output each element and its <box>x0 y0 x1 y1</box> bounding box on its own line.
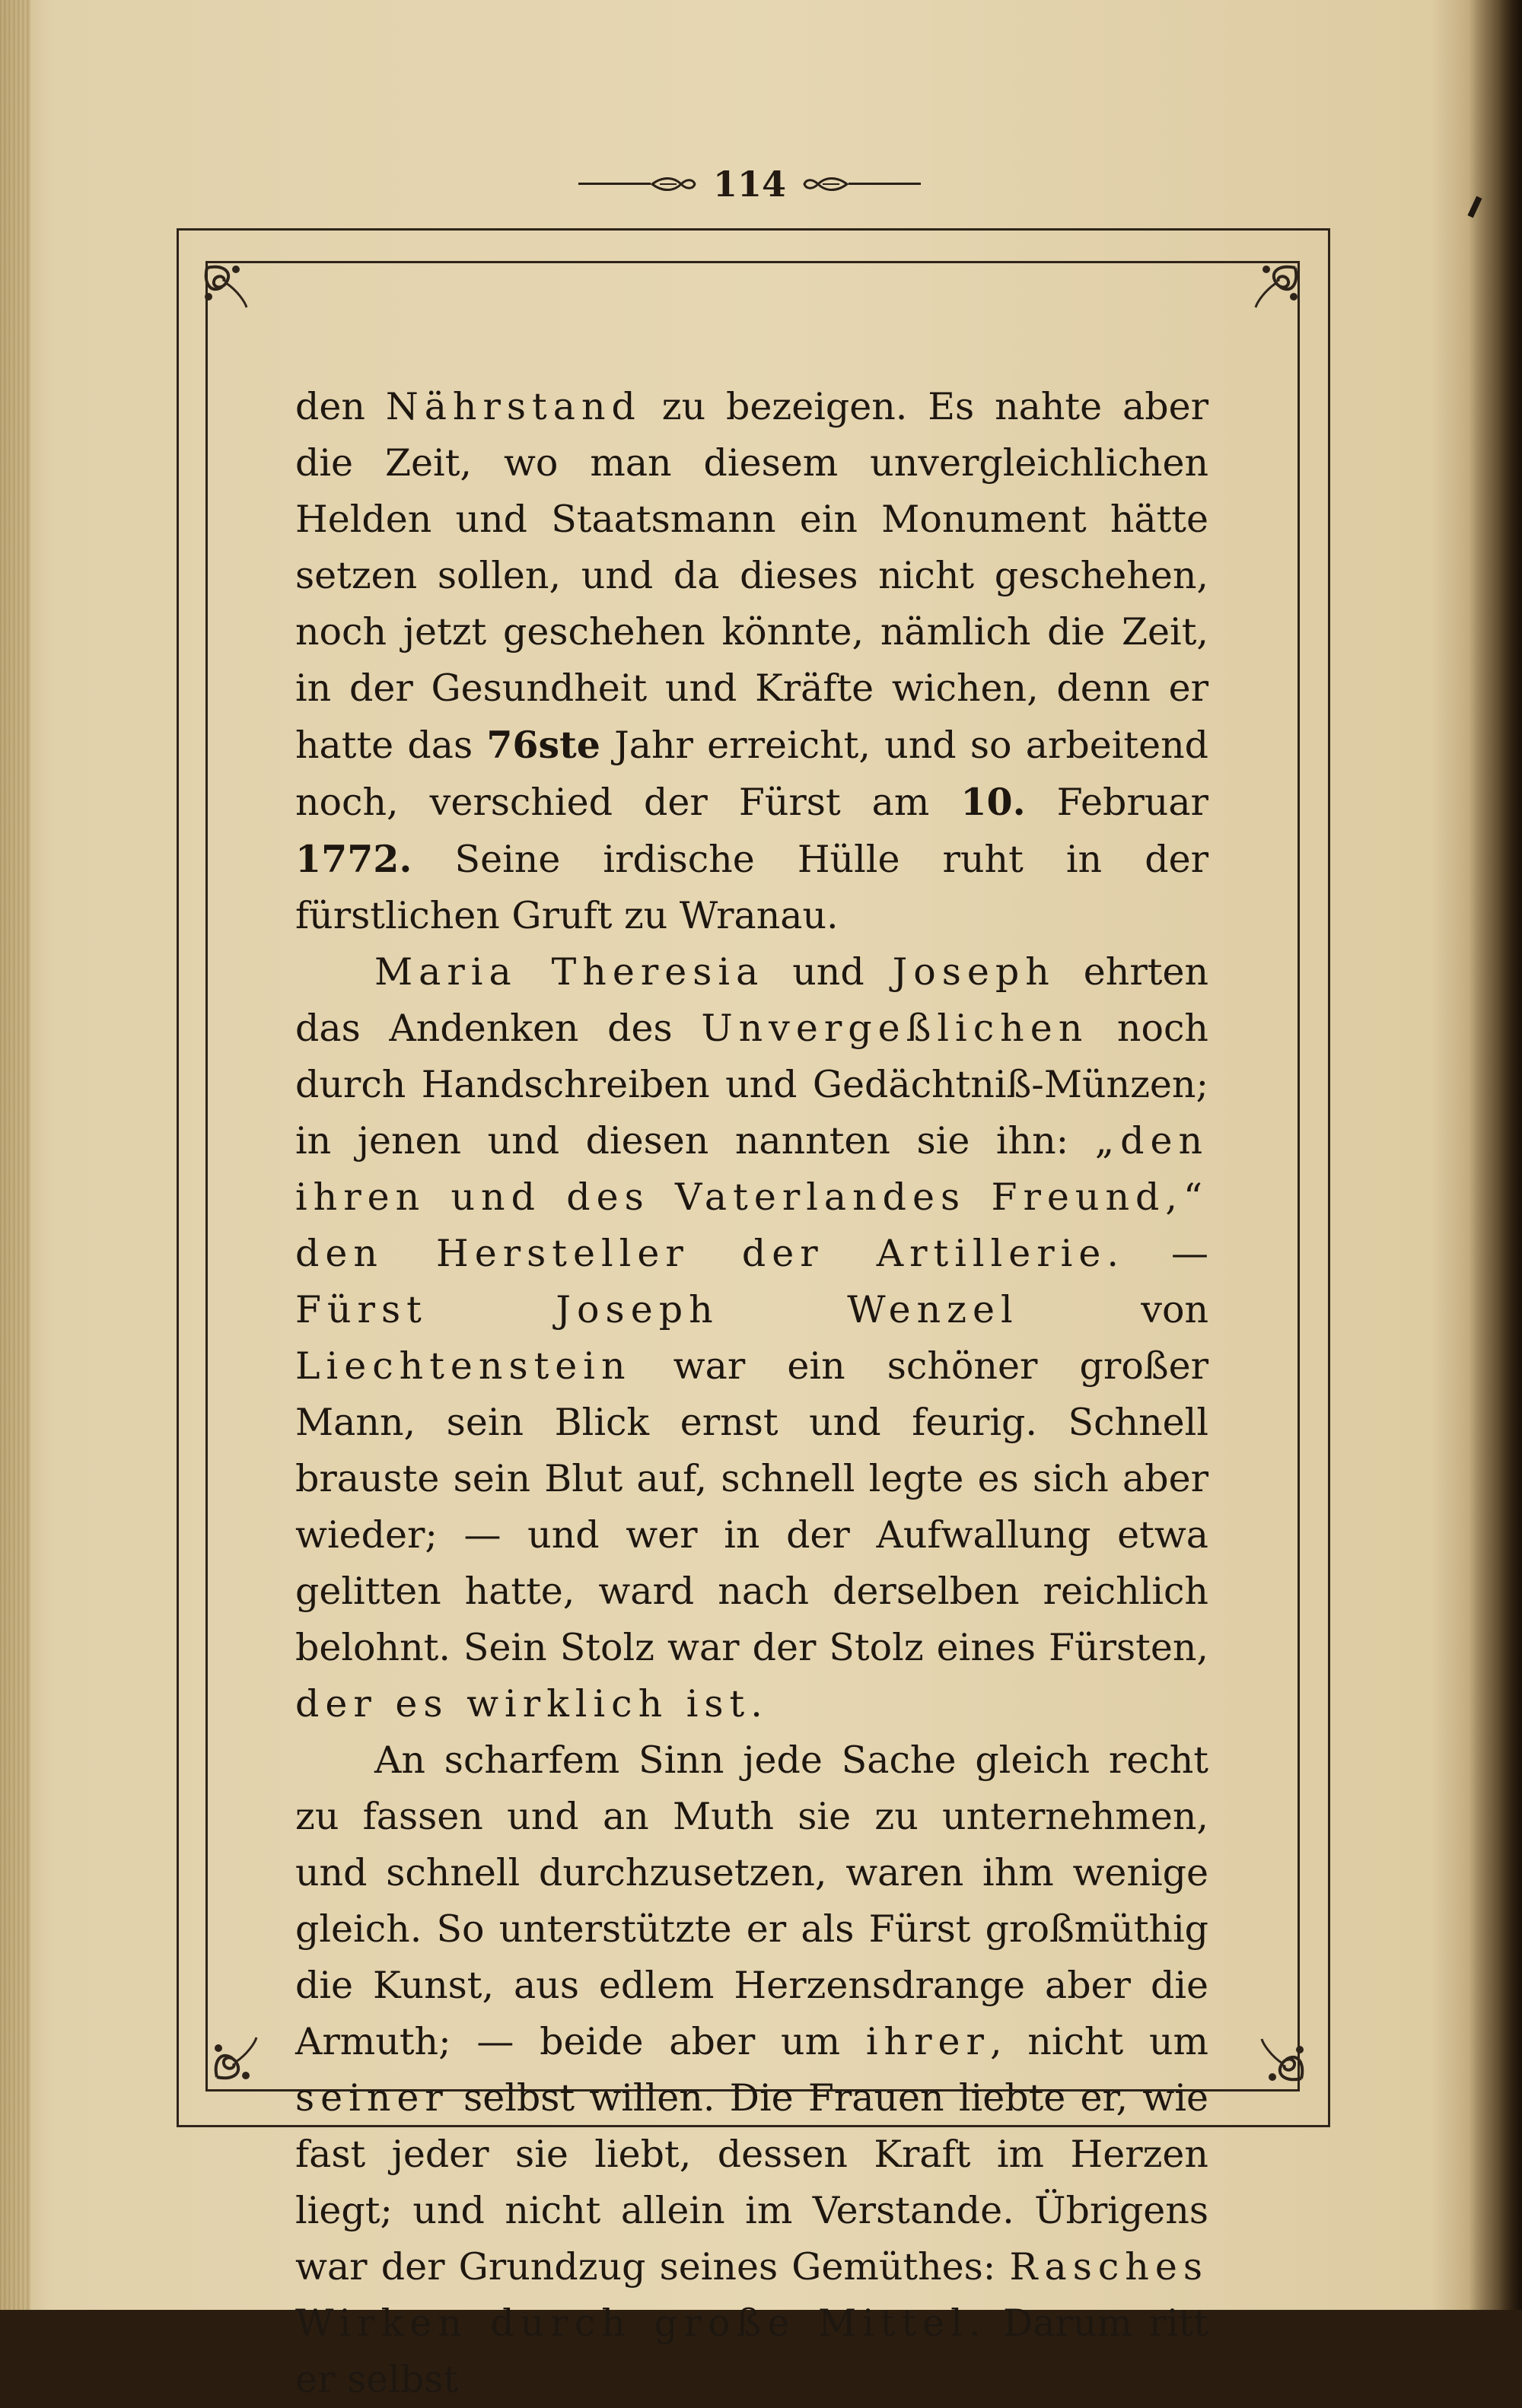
page-number: 114 <box>712 164 787 205</box>
text-segment: war ein schöner großer Mann, sein Blick ernst und feurig. Schnell brauste sein Blut auf, schnell legte es sich aber wieder; — und wer in der Aufwallung etwa gelitten hatte, ward nach derselben reichlich belohnt. Sein Stolz war der Stolz eines Fürsten, <box>295 1344 1208 1669</box>
corner-ornament-bottom-left-icon <box>209 2031 263 2085</box>
text-segment: Februar <box>1025 781 1208 824</box>
text-segment: 1772. <box>295 837 412 881</box>
text-segment: Maria Theresia <box>374 950 765 994</box>
text-segment: 10. <box>960 780 1026 824</box>
text-segment: den <box>295 385 386 428</box>
text-segment: Fürst Joseph Wenzel <box>295 1288 1019 1331</box>
paragraph <box>295 379 1208 944</box>
header-rule-right <box>849 183 921 185</box>
header-ornament-left-icon <box>651 173 696 195</box>
corner-ornament-top-right-icon <box>1250 260 1303 313</box>
text-segment: ihrer <box>865 2020 990 2063</box>
text-segment: noch durch Handschreiben und Gedächtniß-Münzen; in jenen und diesen nannten sie ihn: <box>295 1007 1208 1163</box>
text-segment: Jahr erreicht, und so arbeitend noch, verschied der Fürst am <box>295 724 1209 824</box>
page-stack-edge <box>0 0 30 2310</box>
text-segment: „den ihren und des Vaterlandes Freund,“ den Hersteller der Artillerie. <box>295 1119 1208 1275</box>
text-segment: von <box>1018 1288 1208 1331</box>
page-header <box>578 161 921 207</box>
text-segment: Unvergeßlichen <box>701 1007 1089 1050</box>
text-segment: Joseph <box>892 950 1056 994</box>
text-segment: und <box>764 950 893 994</box>
paragraph <box>295 1732 1208 2408</box>
text-segment: Liechtenstein <box>295 1344 632 1388</box>
text-segment: seiner <box>295 2076 449 2120</box>
text-segment: Darum ritt er selbst <box>295 2301 1208 2401</box>
text-segment: Seine irdische Hülle ruht in der fürstlichen Gruft zu Wranau. <box>295 838 1208 937</box>
text-segment: ehrten das Andenken des <box>295 950 1209 1050</box>
margin-mark <box>1467 196 1482 218</box>
text-segment: Rasches Wirken durch große Mittel. <box>295 2245 1208 2345</box>
text-segment: zu bezeigen. Es nahte aber die Zeit, wo man diesem unvergleichlichen Helden und Staatsmann ein Monument hätte setzen sollen, und da dieses nicht geschehen, noch jetzt geschehen könnte, nämlich die Zeit, in der Gesundheit und Kräfte wichen, denn er hatte das <box>295 385 1208 767</box>
text-segment: der es wirklich ist. <box>295 1682 769 1726</box>
header-rule-left <box>578 183 651 185</box>
corner-ornament-top-left-icon <box>199 260 253 313</box>
text-segment: , nicht um <box>989 2020 1208 2063</box>
text-segment: selbst willen. Die Frauen liebte er, wie fast jeder sie liebt, dessen Kraft im Herzen liegt; und nicht allein im Verstande. Übrigens war der Grundzug seines Gemüthes: <box>295 2076 1208 2289</box>
text-segment: 76ste <box>486 723 600 767</box>
paragraph <box>295 944 1208 1732</box>
corner-ornament-bottom-right-icon <box>1256 2033 1309 2086</box>
text-segment: An scharfem Sinn jede Sache gleich recht zu fassen und an Muth sie zu unternehmen, und schnell durchzusetzen, waren ihm wenige gleich. So unterstützte er als Fürst großmüthig die Kunst, aus edlem Herzensdrange aber die Armuth; — beide aber um <box>295 1738 1208 2063</box>
text-segment: Nährstand <box>385 385 642 428</box>
text-segment: — <box>1124 1232 1208 1275</box>
header-ornament-right-icon <box>803 173 849 195</box>
body-text <box>295 379 1208 2408</box>
